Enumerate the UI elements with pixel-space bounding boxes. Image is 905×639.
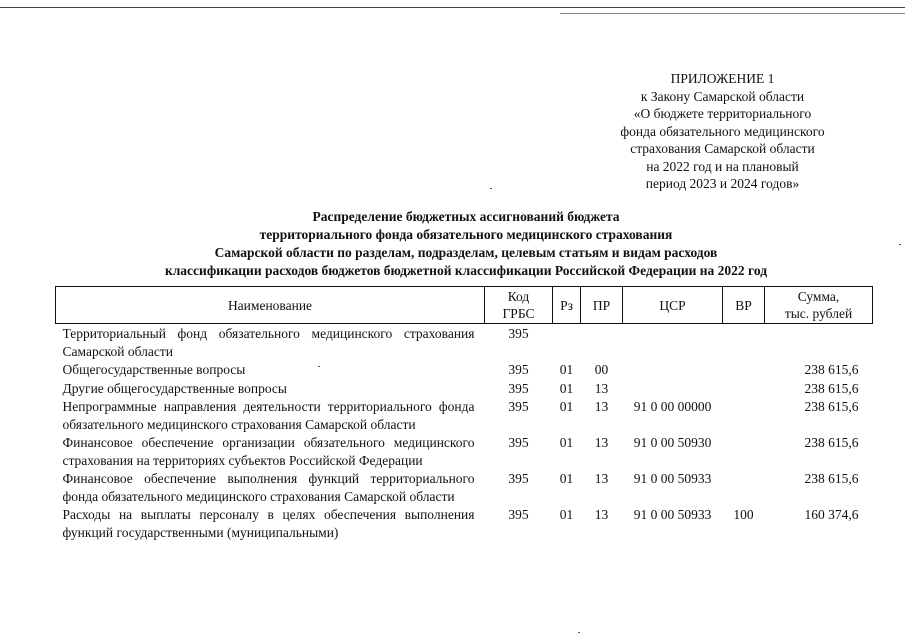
row-grbs: 395 xyxy=(508,326,529,341)
row-vr xyxy=(723,397,765,433)
budget-table xyxy=(55,286,873,541)
header-csr: ЦСР xyxy=(623,287,723,324)
table-row xyxy=(56,397,873,433)
row-pr: 13 xyxy=(594,471,609,486)
row-csr: 91 0 00 50933 xyxy=(633,471,712,486)
scan-speck xyxy=(490,188,492,189)
table-header-row xyxy=(56,287,873,324)
title-line: территориального фонда обязательного медицинского страхования xyxy=(259,227,673,242)
row-name: Непрограммные направления деятельности территориального фонда обязательного медицинского страхования Самарской области xyxy=(62,399,475,432)
row-name: Финансовое обеспечение выполнения функций территориального фонда обязательного медицинского страхования Самарской области xyxy=(62,471,475,504)
row-vr xyxy=(723,360,765,379)
appendix-line: к Закону Самарской области xyxy=(640,88,805,104)
header-rz: Рз xyxy=(553,287,581,324)
document-title xyxy=(60,208,872,280)
header-grbs xyxy=(485,287,553,324)
row-vr xyxy=(723,433,765,469)
scan-edge-line xyxy=(560,13,905,14)
scan-speck xyxy=(578,632,580,633)
row-sum: 238 615,6 xyxy=(804,362,859,377)
row-sum: 238 615,6 xyxy=(804,380,859,396)
appendix-line: период 2023 и 2024 годов» xyxy=(645,176,800,191)
row-vr xyxy=(723,379,765,398)
row-csr xyxy=(623,360,723,379)
row-grbs: 395 xyxy=(508,362,529,377)
scan-edge-line xyxy=(0,7,905,8)
header-pr: ПР xyxy=(581,287,623,324)
row-pr xyxy=(581,324,623,361)
row-csr xyxy=(623,379,723,398)
row-rz: 01 xyxy=(559,380,574,396)
header-sum xyxy=(765,287,873,324)
row-rz: 01 xyxy=(559,435,574,450)
appendix-line: фонда обязательного медицинского xyxy=(620,123,825,139)
row-name: Расходы на выплаты персоналу в целях обеспечения выполнения функций государственными (муниципальными) xyxy=(62,507,475,540)
row-sum: 160 374,6 xyxy=(804,507,859,522)
row-csr xyxy=(623,324,723,361)
row-vr xyxy=(723,324,765,361)
table-row xyxy=(56,379,873,398)
header-name: Наименование xyxy=(56,287,485,324)
row-csr: 91 0 00 50933 xyxy=(633,507,712,522)
row-name: Территориальный фонд обязательного медицинского страхования Самарской области xyxy=(62,326,475,359)
row-rz: 01 xyxy=(559,507,574,522)
row-rz xyxy=(553,324,581,361)
row-grbs: 395 xyxy=(508,471,529,486)
title-line: Распределение бюджетных ассигнований бюджета xyxy=(312,209,620,224)
table-row xyxy=(56,324,873,361)
row-sum: 238 615,6 xyxy=(804,471,859,486)
row-pr: 13 xyxy=(594,399,609,414)
title-line: Самарской области по разделам, подразделам, целевым статьям и видам расходов xyxy=(214,245,718,260)
title-line: классификации расходов бюджетов бюджетной классификации Российской Федерации на 2022 год xyxy=(164,263,768,278)
row-rz: 01 xyxy=(559,471,574,486)
table-row xyxy=(56,360,873,379)
table-row xyxy=(56,505,873,541)
header-vr: ВР xyxy=(723,287,765,324)
row-sum: 238 615,6 xyxy=(804,435,859,450)
row-csr: 91 0 00 00000 xyxy=(633,399,712,414)
row-pr: 13 xyxy=(594,507,609,522)
header-grbs-line1: Код xyxy=(507,289,530,304)
table-row xyxy=(56,469,873,505)
row-grbs: 395 xyxy=(508,507,529,522)
row-sum xyxy=(765,324,873,361)
appendix-line: ПРИЛОЖЕНИЕ 1 xyxy=(670,71,775,86)
row-pr: 00 xyxy=(594,362,609,377)
appendix-line: страхования Самарской области xyxy=(630,141,815,156)
appendix-header xyxy=(590,70,855,193)
row-name: Общегосударственные вопросы xyxy=(62,362,246,377)
scan-speck xyxy=(899,244,901,245)
header-sum-line2: тыс. рублей xyxy=(784,306,853,321)
row-rz: 01 xyxy=(559,399,574,414)
row-vr xyxy=(723,469,765,505)
header-grbs-line2: ГРБС xyxy=(502,306,535,321)
row-pr: 13 xyxy=(594,435,609,450)
row-grbs: 395 xyxy=(508,380,529,396)
table-row xyxy=(56,433,873,469)
row-name: Финансовое обеспечение организации обязательного медицинского страхования на территориях субъектов Российской Федерации xyxy=(62,435,475,468)
appendix-line: «О бюджете территориального xyxy=(633,106,812,121)
row-sum: 238 615,6 xyxy=(804,399,859,414)
appendix-line: на 2022 год и на плановый xyxy=(646,158,799,174)
row-rz: 01 xyxy=(559,362,574,377)
row-vr: 100 xyxy=(733,507,754,522)
row-pr: 13 xyxy=(594,380,609,396)
row-csr: 91 0 00 50930 xyxy=(633,435,712,450)
row-grbs: 395 xyxy=(508,399,529,414)
header-sum-line1: Сумма, xyxy=(797,289,840,304)
row-grbs: 395 xyxy=(508,435,529,450)
row-name: Другие общегосударственные вопросы xyxy=(62,380,287,396)
